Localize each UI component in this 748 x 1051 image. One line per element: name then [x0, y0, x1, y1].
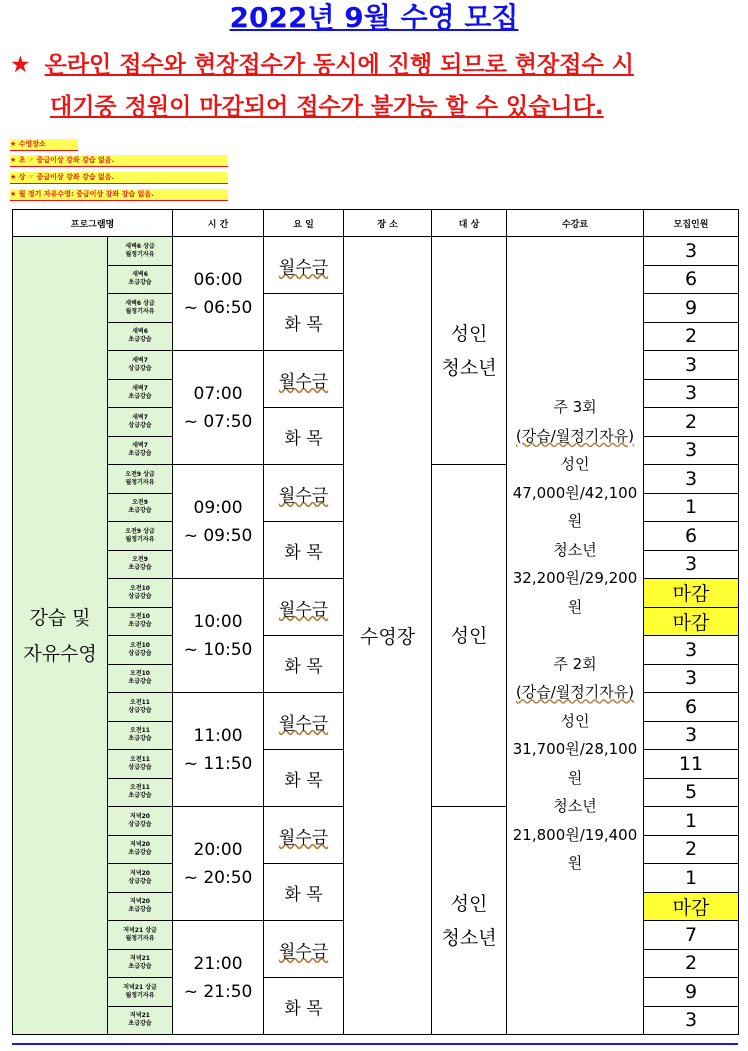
memo-line: ★ 상 ☞ 중급이상 강좌 강습 없음.	[10, 172, 228, 184]
class-name: 초급강습	[128, 279, 152, 287]
time-cell	[173, 579, 264, 693]
class-name: 상급강습	[128, 364, 152, 372]
time-range: 10:00	[193, 611, 243, 632]
capacity-cell: 3	[644, 721, 739, 750]
class-name: 초급강습	[128, 1020, 152, 1028]
class-name: 월정기자유	[125, 478, 155, 486]
time-cell	[173, 237, 264, 351]
fee-line: 주 3회	[553, 398, 597, 417]
class-name-cell	[108, 351, 173, 380]
time-cell	[173, 921, 264, 1035]
class-name: 오전10	[130, 670, 150, 678]
page-title: 2022년 9월 수영 모집	[229, 1, 519, 34]
class-name: 상급강습	[128, 649, 152, 657]
time-range: 11:00	[193, 725, 243, 746]
table-row	[13, 237, 739, 266]
class-name: 초급강습	[128, 735, 152, 743]
class-name: 월정기자유	[125, 250, 155, 258]
class-name: 상급강습	[128, 706, 152, 714]
class-name-cell	[108, 949, 173, 978]
fee-line: 47,000원/42,100원	[512, 483, 638, 531]
class-name-cell	[108, 892, 173, 921]
class-name: 초급강습	[128, 963, 152, 971]
class-name: 오전11	[130, 698, 150, 706]
class-name: 오전11	[130, 784, 150, 792]
class-name-cell	[108, 237, 173, 266]
class-name: 초급강습	[128, 678, 152, 686]
time-range: 09:00	[193, 497, 243, 518]
header-time: 시 간	[173, 210, 264, 237]
day-tt-cell	[264, 294, 344, 351]
capacity-cell: 1	[644, 807, 739, 836]
class-name: 저녁21 상급	[123, 983, 157, 991]
capacity-cell: 9	[644, 978, 739, 1007]
class-name: 저녁21	[130, 1012, 150, 1020]
class-name: 오전9	[132, 556, 148, 564]
time-range: ~ 07:50	[183, 411, 253, 432]
capacity-cell: 3	[644, 664, 739, 693]
time-range: ~ 20:50	[183, 867, 253, 888]
day-mwf-cell	[264, 351, 344, 408]
class-name: 초급강습	[128, 336, 152, 344]
capacity-cell: 3	[644, 550, 739, 579]
notice-line-2: 대기중 정원이 마감되어 접수가 불가능 할 수 있습니다.	[50, 94, 604, 120]
capacity-closed-cell: 마감	[644, 892, 739, 921]
class-name: 새벽6	[132, 328, 148, 336]
class-name-cell	[108, 807, 173, 836]
fee-line: (강습/월정기자유)	[515, 683, 635, 702]
time-range: 21:00	[193, 953, 243, 974]
target-cell	[432, 237, 507, 465]
capacity-cell: 6	[644, 265, 739, 294]
class-name: 새벽6	[132, 271, 148, 279]
fee-line: 31,700원/28,100원	[512, 740, 638, 787]
day-label: 월수금	[278, 599, 329, 620]
capacity-cell: 2	[644, 408, 739, 437]
day-mwf-cell	[264, 693, 344, 750]
day-label: 화 목	[284, 998, 323, 1019]
class-name-cell	[108, 835, 173, 864]
class-name: 상급강습	[128, 763, 152, 771]
class-name: 새벽6 상급	[125, 299, 155, 307]
day-label: 월수금	[278, 257, 329, 278]
fee-line: 주 2회	[553, 654, 597, 673]
memo-line: ★ 수영장소	[10, 139, 78, 151]
class-name: 저녁20	[130, 898, 150, 906]
fee-line: 32,200원/29,200원	[512, 569, 638, 616]
day-mwf-cell	[264, 921, 344, 978]
class-name: 초급강습	[128, 906, 152, 914]
class-name: 오전9 상급	[125, 527, 155, 535]
capacity-cell: 3	[644, 465, 739, 494]
header-day: 요 일	[264, 210, 344, 237]
class-name: 저녁20	[130, 841, 150, 849]
capacity-cell: 11	[644, 750, 739, 779]
bottom-rule	[12, 1043, 738, 1045]
memo-line: ★ 초 ☞ 중급이상 강좌 강습 없음.	[10, 155, 228, 167]
time-range: ~ 11:50	[183, 753, 253, 774]
class-name-cell	[108, 778, 173, 807]
capacity-cell: 6	[644, 522, 739, 551]
class-name: 상급강습	[128, 820, 152, 828]
class-name-cell	[108, 978, 173, 1007]
class-name-cell	[108, 721, 173, 750]
capacity-cell: 2	[644, 322, 739, 351]
day-label: 화 목	[284, 884, 323, 905]
class-name-cell	[108, 550, 173, 579]
day-tt-cell	[264, 408, 344, 465]
class-name: 저녁20	[130, 869, 150, 877]
class-name: 오전10	[130, 641, 150, 649]
class-name-cell	[108, 607, 173, 636]
day-tt-cell	[264, 522, 344, 579]
class-name: 상급강습	[128, 592, 152, 600]
program-name-cell	[13, 237, 108, 1035]
notice-line-1	[10, 48, 738, 82]
capacity-cell: 5	[644, 778, 739, 807]
target-cell	[432, 807, 507, 1035]
capacity-cell: 3	[644, 379, 739, 408]
time-range: 06:00	[193, 269, 243, 290]
class-name-cell	[108, 294, 173, 323]
class-name-cell	[108, 636, 173, 665]
time-range: ~ 06:50	[183, 297, 253, 318]
program-name: 강습 및	[29, 606, 91, 629]
notice-text-1: 온라인 접수와 현장접수가 동시에 진행 되므로 현장접수 시	[44, 52, 634, 78]
capacity-closed-cell: 마감	[644, 579, 739, 608]
class-name-cell	[108, 408, 173, 437]
class-name: 새벽7	[132, 413, 148, 421]
program-name: 자유수영	[23, 642, 97, 665]
day-label: 화 목	[284, 770, 323, 791]
day-tt-cell	[264, 978, 344, 1035]
day-label: 화 목	[284, 542, 323, 563]
fee-line: 성인	[560, 711, 590, 730]
class-name: 새벽7	[132, 442, 148, 450]
class-name: 월정기자유	[125, 934, 155, 942]
class-name: 월정기자유	[125, 535, 155, 543]
class-name: 초급강습	[128, 564, 152, 572]
class-name-cell	[108, 664, 173, 693]
time-range: ~ 09:50	[183, 525, 253, 546]
capacity-cell: 3	[644, 351, 739, 380]
time-range: 20:00	[193, 839, 243, 860]
fee-cell	[507, 237, 644, 1035]
header-fee: 수강료	[507, 210, 644, 237]
header-target: 대 상	[432, 210, 507, 237]
class-name-cell	[108, 1006, 173, 1035]
class-name: 상급강습	[128, 877, 152, 885]
header-capacity: 모집인원	[644, 210, 739, 237]
class-name: 오전9	[132, 499, 148, 507]
day-tt-cell	[264, 864, 344, 921]
class-name-cell	[108, 436, 173, 465]
class-name: 월정기자유	[125, 307, 155, 315]
class-name: 오전10	[130, 613, 150, 621]
class-name: 오전11	[130, 755, 150, 763]
class-name-cell	[108, 379, 173, 408]
class-name-cell	[108, 693, 173, 722]
class-name: 오전9 상급	[125, 470, 155, 478]
class-name: 초급강습	[128, 507, 152, 515]
time-cell	[173, 351, 264, 465]
class-name-cell	[108, 493, 173, 522]
day-mwf-cell	[264, 237, 344, 294]
capacity-cell: 3	[644, 436, 739, 465]
day-tt-cell	[264, 636, 344, 693]
day-mwf-cell	[264, 579, 344, 636]
time-cell	[173, 465, 264, 579]
header-program: 프로그램명	[13, 210, 173, 237]
day-label: 월수금	[278, 713, 329, 734]
class-name-cell	[108, 864, 173, 893]
capacity-cell: 3	[644, 237, 739, 266]
day-mwf-cell	[264, 807, 344, 864]
capacity-cell: 3	[644, 636, 739, 665]
day-label: 화 목	[284, 656, 323, 677]
day-label: 화 목	[284, 428, 323, 449]
class-name: 오전11	[130, 727, 150, 735]
capacity-cell: 6	[644, 693, 739, 722]
class-name: 저녁21 상급	[123, 926, 157, 934]
fee-line: (강습/월정기자유)	[515, 426, 635, 445]
day-tt-cell	[264, 750, 344, 807]
capacity-cell: 2	[644, 949, 739, 978]
class-name: 저녁20	[130, 812, 150, 820]
capacity-cell: 1	[644, 864, 739, 893]
fee-line: 21,800원/19,400원	[512, 825, 638, 873]
class-name: 새벽7	[132, 356, 148, 364]
class-name-cell	[108, 750, 173, 779]
class-name: 초급강습	[128, 450, 152, 458]
class-name: 오전10	[130, 584, 150, 592]
memo-line: ★ 월 정기 자유수영: 중급이상 강좌 강습 없음.	[10, 189, 228, 201]
star-icon: ★	[10, 52, 31, 78]
capacity-cell: 2	[644, 835, 739, 864]
target-label: 청소년	[441, 356, 497, 379]
class-name: 상급강습	[128, 421, 152, 429]
class-name-cell	[108, 921, 173, 950]
fee-line: 성인	[560, 455, 590, 474]
capacity-closed-cell: 마감	[644, 607, 739, 636]
time-range: ~ 10:50	[183, 639, 253, 660]
class-name-cell	[108, 265, 173, 294]
day-label: 월수금	[278, 941, 329, 962]
class-name: 초급강습	[128, 792, 152, 800]
day-mwf-cell	[264, 465, 344, 522]
class-name: 새벽6 상급	[125, 242, 155, 250]
time-cell	[173, 693, 264, 807]
time-range: 07:00	[193, 383, 243, 404]
class-name: 새벽7	[132, 385, 148, 393]
class-name-cell	[108, 579, 173, 608]
class-name-cell	[108, 465, 173, 494]
capacity-cell: 9	[644, 294, 739, 323]
day-label: 월수금	[278, 485, 329, 506]
day-label: 월수금	[278, 371, 329, 392]
fee-line: 청소년	[553, 540, 597, 559]
day-label: 월수금	[278, 827, 329, 848]
fee-line: 청소년	[553, 797, 597, 816]
time-cell	[173, 807, 264, 921]
class-name: 월정기자유	[125, 991, 155, 999]
target-label: 성인	[450, 322, 488, 345]
capacity-cell: 1	[644, 493, 739, 522]
capacity-cell: 7	[644, 921, 739, 950]
day-label: 화 목	[284, 314, 323, 335]
class-name-cell	[108, 522, 173, 551]
capacity-cell: 3	[644, 1006, 739, 1035]
schedule-table	[12, 209, 739, 1035]
class-name: 초급강습	[128, 849, 152, 857]
class-name: 저녁21	[130, 955, 150, 963]
class-name: 초급강습	[128, 621, 152, 629]
target-label: 성인	[450, 892, 488, 915]
time-range: ~ 21:50	[183, 981, 253, 1002]
place-cell: 수영장	[344, 237, 432, 1035]
target-label: 청소년	[441, 926, 497, 949]
class-name-cell	[108, 322, 173, 351]
header-place: 장 소	[344, 210, 432, 237]
target-cell: 성인	[432, 465, 507, 807]
class-name: 초급강습	[128, 393, 152, 401]
